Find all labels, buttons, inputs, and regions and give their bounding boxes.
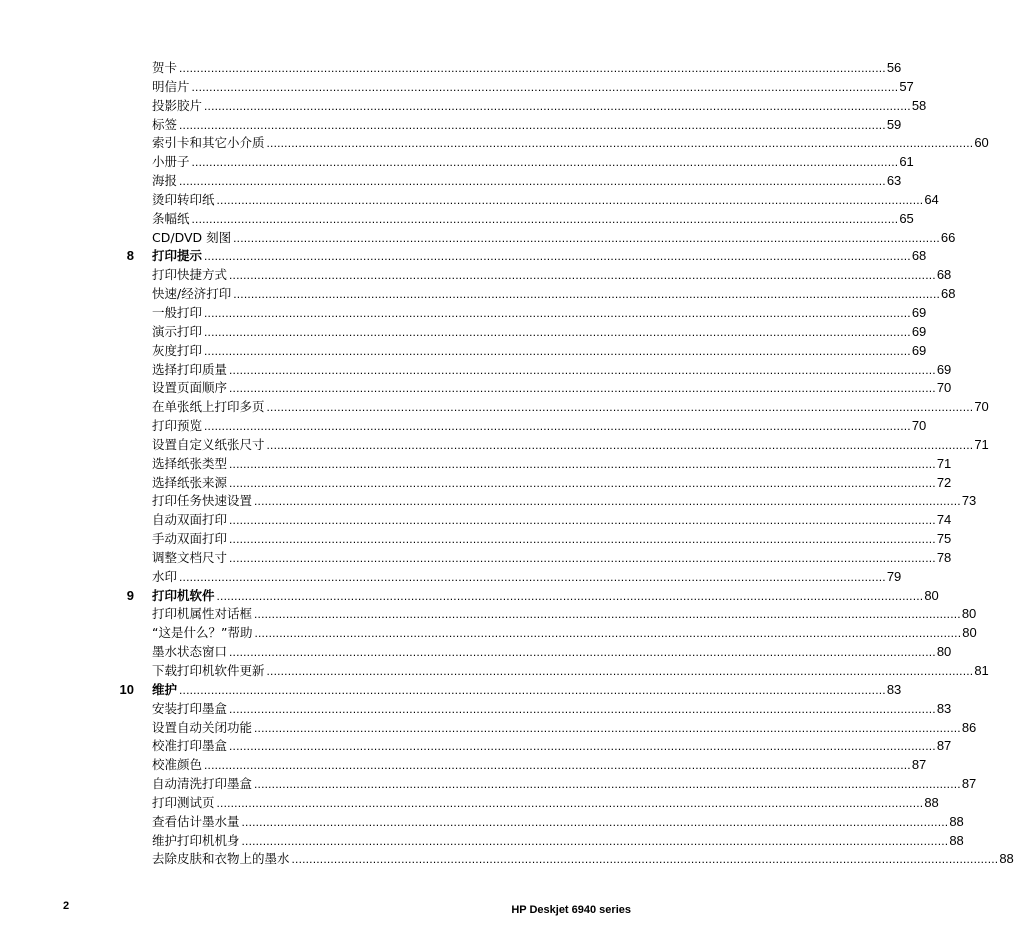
page-reference: 88 bbox=[949, 832, 964, 848]
section-title: 维护打印机机身 bbox=[152, 832, 240, 848]
page-reference: 70 bbox=[974, 399, 989, 415]
section-title: 手动双面打印 bbox=[152, 531, 228, 547]
dot-leader: ........................................................................................................................................................................................................ bbox=[241, 814, 949, 829]
dot-leader: ........................................................................................................................................................................................................ bbox=[216, 795, 924, 810]
section-title: 设置页面顺序 bbox=[152, 380, 228, 396]
toc-row[interactable] bbox=[0, 323, 927, 342]
toc-row[interactable] bbox=[0, 643, 952, 662]
toc-row[interactable] bbox=[0, 455, 952, 474]
toc-entry bbox=[152, 59, 902, 77]
toc-entry bbox=[152, 97, 927, 115]
toc-row[interactable] bbox=[0, 813, 964, 832]
section-title: “这是什么？”帮助 bbox=[152, 625, 253, 641]
section-title: 索引卡和其它小介质 bbox=[152, 135, 265, 151]
toc-entry bbox=[152, 624, 977, 642]
toc-row[interactable] bbox=[0, 361, 952, 380]
toc-entry bbox=[152, 247, 927, 265]
page-reference: 80 bbox=[936, 644, 952, 660]
dot-leader: ........................................................................................................................................................................................................ bbox=[241, 833, 949, 848]
page-reference: 69 bbox=[911, 323, 927, 339]
page-reference: 65 bbox=[899, 210, 914, 226]
dot-leader: ........................................................................................................................................................................................................ bbox=[204, 98, 911, 113]
section-title: 投影胶片 bbox=[152, 97, 203, 113]
section-title: 标签 bbox=[152, 116, 178, 132]
dot-leader: ........................................................................................................................................................................................................ bbox=[204, 249, 911, 264]
toc-chapter-row[interactable] bbox=[0, 681, 902, 700]
section-title: 选择纸张类型 bbox=[152, 455, 228, 471]
toc-entry bbox=[152, 398, 989, 416]
footer-product-name: HP Deskjet 6940 series bbox=[511, 904, 631, 916]
toc-row[interactable] bbox=[0, 605, 977, 624]
dot-leader: ........................................................................................................................................................................................................ bbox=[254, 494, 961, 509]
section-title: 打印任务快速设置 bbox=[152, 493, 253, 509]
toc-entry bbox=[152, 436, 989, 454]
dot-leader: ........................................................................................................................................................................................................ bbox=[229, 532, 936, 547]
section-title: 选择打印质量 bbox=[152, 361, 228, 377]
chapter-title: 维护 bbox=[152, 681, 178, 697]
toc-entry bbox=[152, 568, 902, 586]
toc-row[interactable] bbox=[0, 172, 902, 191]
page-reference: 68 bbox=[936, 267, 952, 283]
toc-entry bbox=[152, 153, 914, 171]
toc-row[interactable] bbox=[0, 436, 989, 455]
section-title: 灰度打印 bbox=[152, 342, 203, 358]
section-title: 打印快捷方式 bbox=[152, 267, 228, 283]
dot-leader: ........................................................................................................................................................................................................ bbox=[204, 305, 911, 320]
toc-row[interactable] bbox=[0, 342, 927, 361]
page-reference: 68 bbox=[941, 286, 956, 302]
toc-entry bbox=[152, 643, 952, 661]
section-title: 设置自动关闭功能 bbox=[152, 719, 253, 735]
page-reference: 63 bbox=[886, 173, 902, 189]
toc-row[interactable] bbox=[0, 700, 952, 719]
section-title: 安装打印墨盒 bbox=[152, 700, 228, 716]
dot-leader: ........................................................................................................................................................................................................ bbox=[229, 362, 936, 377]
section-title: 海报 bbox=[152, 173, 178, 189]
toc-entry bbox=[152, 304, 927, 322]
page-reference: 70 bbox=[936, 380, 952, 396]
page-reference: 69 bbox=[936, 361, 952, 377]
page-reference: 71 bbox=[936, 455, 952, 471]
toc-row[interactable] bbox=[0, 229, 956, 248]
toc-entry bbox=[152, 832, 964, 850]
toc-entry bbox=[152, 172, 902, 190]
dot-leader: ........................................................................................................................................................................................................ bbox=[191, 155, 899, 170]
section-title: 贺卡 bbox=[152, 60, 178, 75]
section-title: 一般打印 bbox=[152, 304, 203, 320]
page-reference: 78 bbox=[936, 549, 952, 565]
toc-entry bbox=[152, 719, 977, 737]
chapter-number: 9 bbox=[126, 587, 134, 603]
dot-leader: ........................................................................................................................................................................................................ bbox=[229, 268, 936, 283]
toc-entry bbox=[152, 813, 964, 831]
dot-leader: ........................................................................................................................................................................................................ bbox=[266, 400, 974, 415]
toc-entry bbox=[152, 662, 989, 680]
page-number: 2 bbox=[63, 900, 70, 912]
toc-row[interactable] bbox=[0, 153, 914, 172]
toc-entry bbox=[152, 229, 956, 247]
toc-entry bbox=[152, 323, 927, 341]
dot-leader: ........................................................................................................................................................................................................ bbox=[179, 682, 886, 697]
toc-chapter-row[interactable] bbox=[0, 587, 939, 606]
dot-leader: ........................................................................................................................................................................................................ bbox=[191, 79, 899, 94]
toc-entry bbox=[152, 379, 952, 397]
section-title: 设置自定义纸张尺寸 bbox=[152, 436, 265, 452]
dot-leader: ........................................................................................................................................................................................................ bbox=[204, 419, 911, 434]
toc-row[interactable] bbox=[0, 850, 1014, 869]
dot-leader: ........................................................................................................................................................................................................ bbox=[266, 437, 974, 452]
dot-leader: ........................................................................................................................................................................................................ bbox=[229, 645, 936, 660]
dot-leader: ........................................................................................................................................................................................................ bbox=[204, 758, 911, 773]
table-of-contents bbox=[0, 59, 1014, 869]
toc-entry bbox=[152, 78, 914, 96]
toc-row[interactable] bbox=[0, 266, 952, 285]
dot-leader: ........................................................................................................................................................................................................ bbox=[179, 117, 886, 132]
dot-leader: ........................................................................................................................................................................................................ bbox=[216, 588, 924, 603]
chapter-number: 8 bbox=[126, 248, 134, 264]
page-reference: 57 bbox=[899, 78, 914, 94]
toc-row[interactable] bbox=[0, 78, 914, 97]
page-reference: 68 bbox=[911, 248, 927, 264]
toc-row[interactable] bbox=[0, 134, 989, 153]
toc-row[interactable] bbox=[0, 568, 902, 587]
section-title: 查看估计墨水量 bbox=[152, 813, 240, 829]
section-title: 下载打印机软件更新 bbox=[152, 663, 265, 678]
page-reference: 70 bbox=[911, 418, 927, 434]
toc-entry bbox=[152, 266, 952, 284]
chapter-title: 打印机软件 bbox=[152, 587, 215, 603]
section-title: 小册子 bbox=[152, 154, 190, 170]
page-reference: 72 bbox=[936, 474, 952, 490]
page-reference: 83 bbox=[886, 681, 902, 697]
dot-leader: ........................................................................................................................................................................................................ bbox=[216, 192, 924, 207]
toc-row[interactable] bbox=[0, 116, 902, 135]
section-title: 调整文档尺寸 bbox=[152, 549, 228, 565]
dot-leader: ........................................................................................................................................................................................................ bbox=[233, 230, 940, 245]
toc-row[interactable] bbox=[0, 379, 952, 398]
section-title: 自动双面打印 bbox=[152, 512, 228, 528]
toc-entry bbox=[152, 417, 927, 435]
toc-row[interactable] bbox=[0, 530, 952, 549]
page-reference: 79 bbox=[886, 568, 902, 584]
page-reference: 73 bbox=[961, 493, 977, 509]
page-reference: 87 bbox=[936, 738, 952, 754]
toc-row[interactable] bbox=[0, 737, 952, 756]
toc-entry bbox=[152, 285, 956, 303]
page-reference: 60 bbox=[974, 135, 989, 151]
section-title: 选择纸张来源 bbox=[152, 474, 228, 490]
section-title: 去除皮肤和衣物上的墨水 bbox=[152, 851, 290, 867]
dot-leader: ........................................................................................................................................................................................................ bbox=[254, 720, 961, 735]
toc-entry bbox=[152, 474, 952, 492]
toc-entry bbox=[152, 850, 1014, 868]
page-reference: 71 bbox=[974, 436, 989, 452]
toc-entry bbox=[152, 587, 939, 605]
page-reference: 80 bbox=[924, 587, 939, 603]
toc-entry bbox=[152, 794, 939, 812]
toc-row[interactable] bbox=[0, 511, 952, 530]
toc-entry bbox=[152, 681, 902, 699]
toc-entry bbox=[152, 605, 977, 623]
toc-entry bbox=[152, 756, 927, 774]
dot-leader: ........................................................................................................................................................................................................ bbox=[254, 777, 961, 792]
page-reference: 75 bbox=[936, 531, 952, 547]
toc-row[interactable] bbox=[0, 832, 964, 851]
toc-entry bbox=[152, 775, 977, 793]
page-reference: 56 bbox=[886, 60, 902, 75]
page-reference: 64 bbox=[924, 191, 939, 207]
toc-entry bbox=[152, 134, 989, 152]
section-title: 校准打印墨盒 bbox=[152, 738, 228, 754]
dot-leader: ........................................................................................................................................................................................................ bbox=[229, 550, 936, 565]
chapter-number: 10 bbox=[119, 681, 134, 697]
toc-row[interactable] bbox=[0, 417, 927, 436]
toc-entry bbox=[152, 492, 977, 510]
dot-leader: ........................................................................................................................................................................................................ bbox=[266, 664, 974, 678]
section-title: 打印测试页 bbox=[152, 794, 215, 810]
toc-entry bbox=[152, 511, 952, 529]
toc-entry bbox=[152, 737, 952, 755]
dot-leader: ........................................................................................................................................................................................................ bbox=[229, 475, 936, 490]
dot-leader: ........................................................................................................................................................................................................ bbox=[233, 287, 941, 302]
toc-row[interactable] bbox=[0, 191, 939, 210]
page-reference: 69 bbox=[911, 304, 927, 320]
toc-entry bbox=[152, 342, 927, 360]
toc-row[interactable] bbox=[0, 210, 914, 229]
toc-entry bbox=[152, 191, 939, 209]
dot-leader: ........................................................................................................................................................................................................ bbox=[179, 569, 886, 584]
section-title: 明信片 bbox=[152, 78, 190, 94]
toc-row[interactable] bbox=[0, 775, 977, 794]
toc-entry bbox=[152, 549, 952, 567]
dot-leader: ........................................................................................................................................................................................................ bbox=[254, 607, 961, 622]
toc-chapter-row[interactable] bbox=[0, 247, 927, 266]
section-title: 墨水状态窗口 bbox=[152, 644, 228, 660]
toc-row[interactable] bbox=[0, 285, 956, 304]
section-title: 快速/经济打印 bbox=[152, 286, 232, 302]
page-reference: 69 bbox=[911, 342, 927, 358]
page-reference: 88 bbox=[924, 794, 939, 810]
section-title: 水印 bbox=[152, 568, 178, 584]
section-title: CD/DVD 刻图 bbox=[152, 229, 232, 245]
toc-row[interactable] bbox=[0, 719, 977, 738]
page-reference: 80 bbox=[962, 625, 977, 641]
page-reference: 88 bbox=[949, 813, 964, 829]
section-title: 打印机属性对话框 bbox=[152, 606, 253, 622]
dot-leader: ........................................................................................................................................................................................................ bbox=[179, 174, 886, 189]
dot-leader: ........................................................................................................................................................................................................ bbox=[229, 513, 936, 528]
toc-row[interactable] bbox=[0, 756, 927, 775]
page-reference: 58 bbox=[911, 97, 927, 113]
dot-leader: ........................................................................................................................................................................................................ bbox=[254, 626, 962, 641]
page-reference: 74 bbox=[936, 512, 952, 528]
dot-leader: ........................................................................................................................................................................................................ bbox=[291, 852, 999, 867]
page-reference: 86 bbox=[961, 719, 977, 735]
toc-row[interactable] bbox=[0, 59, 902, 78]
dot-leader: ........................................................................................................................................................................................................ bbox=[191, 211, 899, 226]
toc-entry bbox=[152, 210, 914, 228]
toc-entry bbox=[152, 700, 952, 718]
toc-entry bbox=[152, 116, 902, 134]
section-title: 烫印转印纸 bbox=[152, 191, 215, 207]
dot-leader: ........................................................................................................................................................................................................ bbox=[204, 324, 911, 339]
toc-row[interactable] bbox=[0, 304, 927, 323]
dot-leader: ........................................................................................................................................................................................................ bbox=[229, 701, 936, 716]
page-reference: 88 bbox=[999, 851, 1014, 867]
dot-leader: ........................................................................................................................................................................................................ bbox=[229, 456, 936, 471]
dot-leader: ........................................................................................................................................................................................................ bbox=[204, 343, 911, 358]
dot-leader: ........................................................................................................................................................................................................ bbox=[179, 61, 886, 75]
page-reference: 59 bbox=[886, 116, 902, 132]
section-title: 在单张纸上打印多页 bbox=[152, 399, 265, 415]
section-title: 演示打印 bbox=[152, 323, 203, 339]
toc-row[interactable] bbox=[0, 624, 977, 643]
chapter-title: 打印提示 bbox=[152, 248, 203, 264]
page-reference: 87 bbox=[961, 776, 977, 792]
section-title: 打印预览 bbox=[152, 418, 203, 434]
toc-entry bbox=[152, 361, 952, 379]
dot-leader: ........................................................................................................................................................................................................ bbox=[266, 136, 974, 151]
toc-row[interactable] bbox=[0, 474, 952, 493]
toc-row[interactable] bbox=[0, 398, 989, 417]
toc-row[interactable] bbox=[0, 492, 977, 511]
toc-row[interactable] bbox=[0, 794, 939, 813]
toc-row[interactable] bbox=[0, 662, 989, 681]
toc-row[interactable] bbox=[0, 549, 952, 568]
section-title: 自动清洗打印墨盒 bbox=[152, 776, 253, 792]
page-reference: 87 bbox=[911, 757, 927, 773]
page-reference: 81 bbox=[974, 663, 989, 678]
section-title: 校准颜色 bbox=[152, 757, 203, 773]
section-title: 条幅纸 bbox=[152, 210, 190, 226]
toc-entry bbox=[152, 455, 952, 473]
page-reference: 61 bbox=[899, 154, 914, 170]
dot-leader: ........................................................................................................................................................................................................ bbox=[229, 381, 936, 396]
page-reference: 66 bbox=[940, 229, 956, 245]
dot-leader: ........................................................................................................................................................................................................ bbox=[229, 739, 936, 754]
page-reference: 80 bbox=[961, 606, 977, 622]
page-reference: 83 bbox=[936, 700, 952, 716]
toc-entry bbox=[152, 530, 952, 548]
toc-row[interactable] bbox=[0, 97, 927, 116]
